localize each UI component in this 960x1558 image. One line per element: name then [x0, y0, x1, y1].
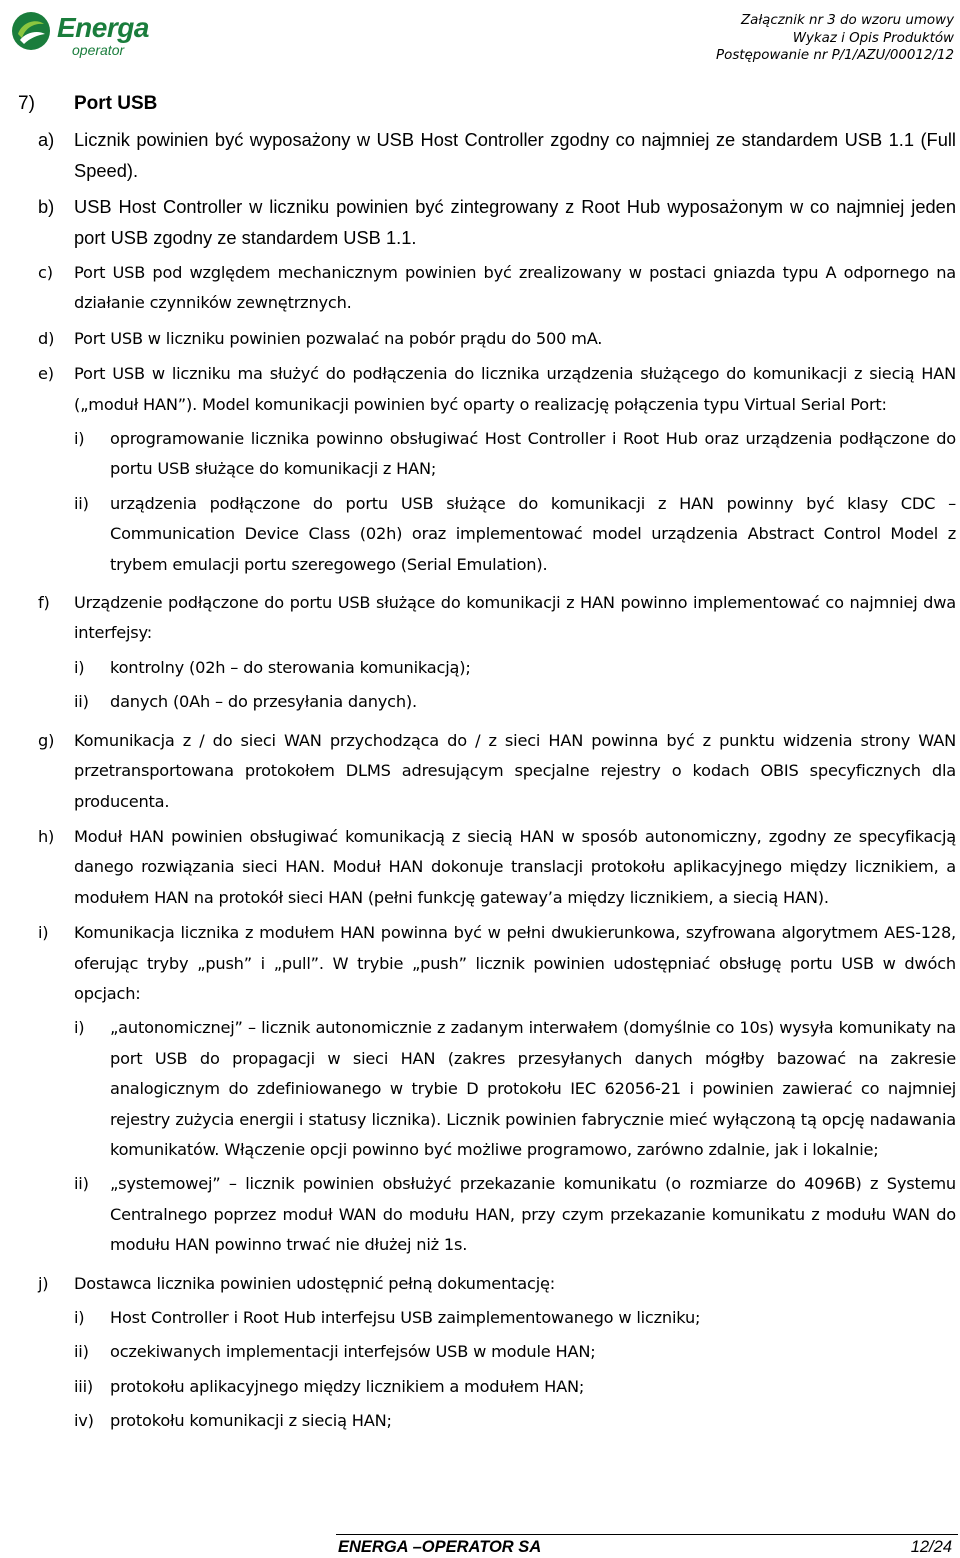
header-line-1: Załącznik nr 3 do wzoru umowy — [740, 13, 954, 28]
item-text: Urządzenie podłączone do portu USB służące do komunikacji z HAN powinno implementować co najmniej dwa interfejsy: — [74, 593, 956, 643]
item-text: Port USB w liczniku powinien pozwalać na pobór prądu do 500 mA. — [74, 328, 603, 348]
sub-item-label: i) — [74, 429, 85, 449]
footer-company: ENERGA –OPERATOR SA — [338, 1538, 542, 1556]
header-line-2: Wykaz i Opis Produktów — [792, 30, 954, 46]
sub-item — [74, 489, 956, 580]
sub-item — [74, 653, 956, 683]
item-text: Dostawca licznika powinien udostępnić pełną dokumentację: — [74, 1273, 556, 1293]
sub-item-label: i) — [74, 1018, 85, 1038]
sub-item-label: i) — [74, 657, 85, 677]
item-label: j) — [38, 1273, 49, 1293]
sub-item-text: danych (0Ah – do przesyłania danych). — [110, 692, 417, 712]
sub-item-label: i) — [74, 1308, 85, 1327]
page-number: 12/24 — [910, 1538, 952, 1556]
item-label: i) — [38, 923, 49, 943]
page-header — [0, 0, 960, 70]
item-body — [74, 588, 956, 721]
list-item-e — [38, 359, 956, 583]
item-text: USB Host Controller w liczniku powinien być zintegrowany z Root Hub wyposażonym w co najmniej jeden port USB zgodny ze standardem USB 1.1. — [74, 196, 956, 248]
footer-divider — [336, 1534, 958, 1535]
list-item-c — [38, 258, 956, 319]
item-label: e) — [38, 364, 54, 384]
item-label: g) — [38, 730, 55, 750]
sub-item-text: „autonomicznej” – licznik autonomicznie z zadanym interwałem (domyślnie co 10s) wysyła komunikaty na port USB do propagacji w sieci HAN (zakres przesyłanych danych mógłby bazować na zakresie analogicznym do zdefiniowanego w trybie D protokołu IEC 62056-21 i powinien zawierać co najmniej rejestry zużycia energii i statusy licznika). Licznik powinien fabrycznie mieć wyłączoną tą opcję nadawania komunikatów. Włączenie opcji powinno być możliwe programowo, zarówno zdalnie, jak i lokalnie; — [110, 1018, 956, 1159]
section-heading — [18, 92, 157, 116]
sub-item-label: iv) — [74, 1411, 94, 1431]
sub-item-label: ii) — [74, 493, 89, 513]
item-text: Komunikacja z / do sieci WAN przychodząca do / z sieci HAN powinna być z punktu widzenia strony WAN przetransportowana protokołem DLMS adresującym specjalne rejestry o kodach OBIS specyficznych dla producenta. — [74, 730, 956, 811]
sub-item — [74, 1372, 956, 1402]
header-reference — [716, 12, 954, 65]
item-label: a) — [38, 129, 55, 150]
section-number: 7) — [18, 93, 35, 114]
sub-item — [74, 1303, 956, 1333]
sub-item-label: ii) — [74, 1174, 89, 1194]
item-text: Komunikacja licznika z modułem HAN powinna być w pełni dwukierunkowa, szyfrowana algorytmem AES-128, oferując tryby „push” i „pull”. W trybie „push” licznik powinien udostępniać obsługę portu USB w dwóch opcjach: — [74, 923, 956, 1003]
list-item-d — [38, 324, 956, 354]
requirements-list — [38, 124, 956, 1445]
sub-item-label: ii) — [74, 1342, 89, 1362]
item-label: c) — [38, 263, 53, 282]
item-label: f) — [38, 593, 50, 613]
sub-item-label: iii) — [74, 1376, 94, 1396]
sub-item-text: urządzenia podłączone do portu USB służące do komunikacji z HAN powinny być klasy CDC – Communication Device Class (02h) oraz implementować model urządzenia Abstract Control Model z trybem emulacji portu szeregowego (Serial Emulation). — [110, 493, 956, 574]
list-item-f — [38, 588, 956, 721]
list-item-h — [38, 822, 956, 913]
sub-item-text: oczekiwanych implementacji interfejsów USB w module HAN; — [110, 1342, 596, 1362]
sub-item-text: protokołu komunikacji z siecią HAN; — [110, 1411, 392, 1431]
logo-wordmark: Energa — [57, 12, 149, 43]
sub-item-text: kontrolny (02h – do sterowania komunikacją); — [110, 657, 471, 677]
sub-item — [74, 1013, 956, 1165]
energa-operator-logo — [10, 8, 160, 58]
energa-logo-mark-icon — [10, 10, 52, 52]
item-label: h) — [38, 826, 55, 846]
item-text: Licznik powinien być wyposażony w USB Host Controller zgodny co najmniej ze standardem USB 1.1 (Full Speed). — [74, 129, 956, 181]
list-item-a — [38, 124, 956, 186]
sub-item-text: „systemowej” – licznik powinien obsłużyć przekazanie komunikatu (o rozmiarze do 4096B) z Systemu Centralnego poprzez moduł WAN do modułu HAN, przy czym przekazanie komunikatu z modułu WAN do modułu HAN powinno trwać nie dłużej niż 1s. — [110, 1174, 956, 1255]
list-item-g — [38, 726, 956, 817]
list-item-j — [38, 1269, 956, 1440]
logo-subtitle: operator — [72, 42, 125, 58]
section-title: Port USB — [74, 93, 158, 114]
sub-item — [74, 1337, 956, 1367]
list-item-i — [38, 918, 956, 1263]
item-body — [74, 1269, 956, 1440]
sub-item — [74, 1169, 956, 1260]
item-label: b) — [38, 196, 55, 217]
item-body — [74, 918, 956, 1263]
header-line-3: Postępowanie nr P/1/AZU/00012/12 — [716, 48, 954, 63]
list-item-b — [38, 191, 956, 253]
item-body — [74, 359, 956, 583]
sub-item-label: ii) — [74, 692, 89, 712]
item-text: Port USB pod względem mechanicznym powinien być zrealizowany w postaci gniazda typu A odpornego na działanie czynników zewnętrznych. — [74, 263, 956, 313]
item-text: Moduł HAN powinien obsługiwać komunikacją z siecią HAN w sposób autonomiczny, zgodny ze specyfikacją danego rozwiązania sieci HAN. Moduł HAN dokonuje translacji protokołu aplikacyjnego między licznikiem, a modułem HAN na protokół sieci HAN (pełni funkcję gateway’a między licznikiem, a siecią HAN). — [74, 826, 956, 907]
sub-item-text: Host Controller i Root Hub interfejsu USB zaimplementowanego w liczniku; — [110, 1308, 701, 1327]
item-label: d) — [38, 328, 55, 348]
sub-item-text: protokołu aplikacyjnego między licznikiem a modułem HAN; — [110, 1376, 585, 1396]
sub-item — [74, 687, 956, 717]
sub-item-text: oprogramowanie licznika powinno obsługiwać Host Controller i Root Hub oraz urządzenia podłączone do portu USB służące do komunikacji z HAN; — [110, 429, 956, 479]
item-text: Port USB w liczniku ma służyć do podłączenia do licznika urządzenia służącego do komunikacji z siecią HAN („moduł HAN”). Model komunikacji powinien być oparty o realizację połączenia typu Virtual Serial Port: — [74, 364, 956, 414]
sub-item — [74, 1406, 956, 1436]
sub-item — [74, 424, 956, 485]
